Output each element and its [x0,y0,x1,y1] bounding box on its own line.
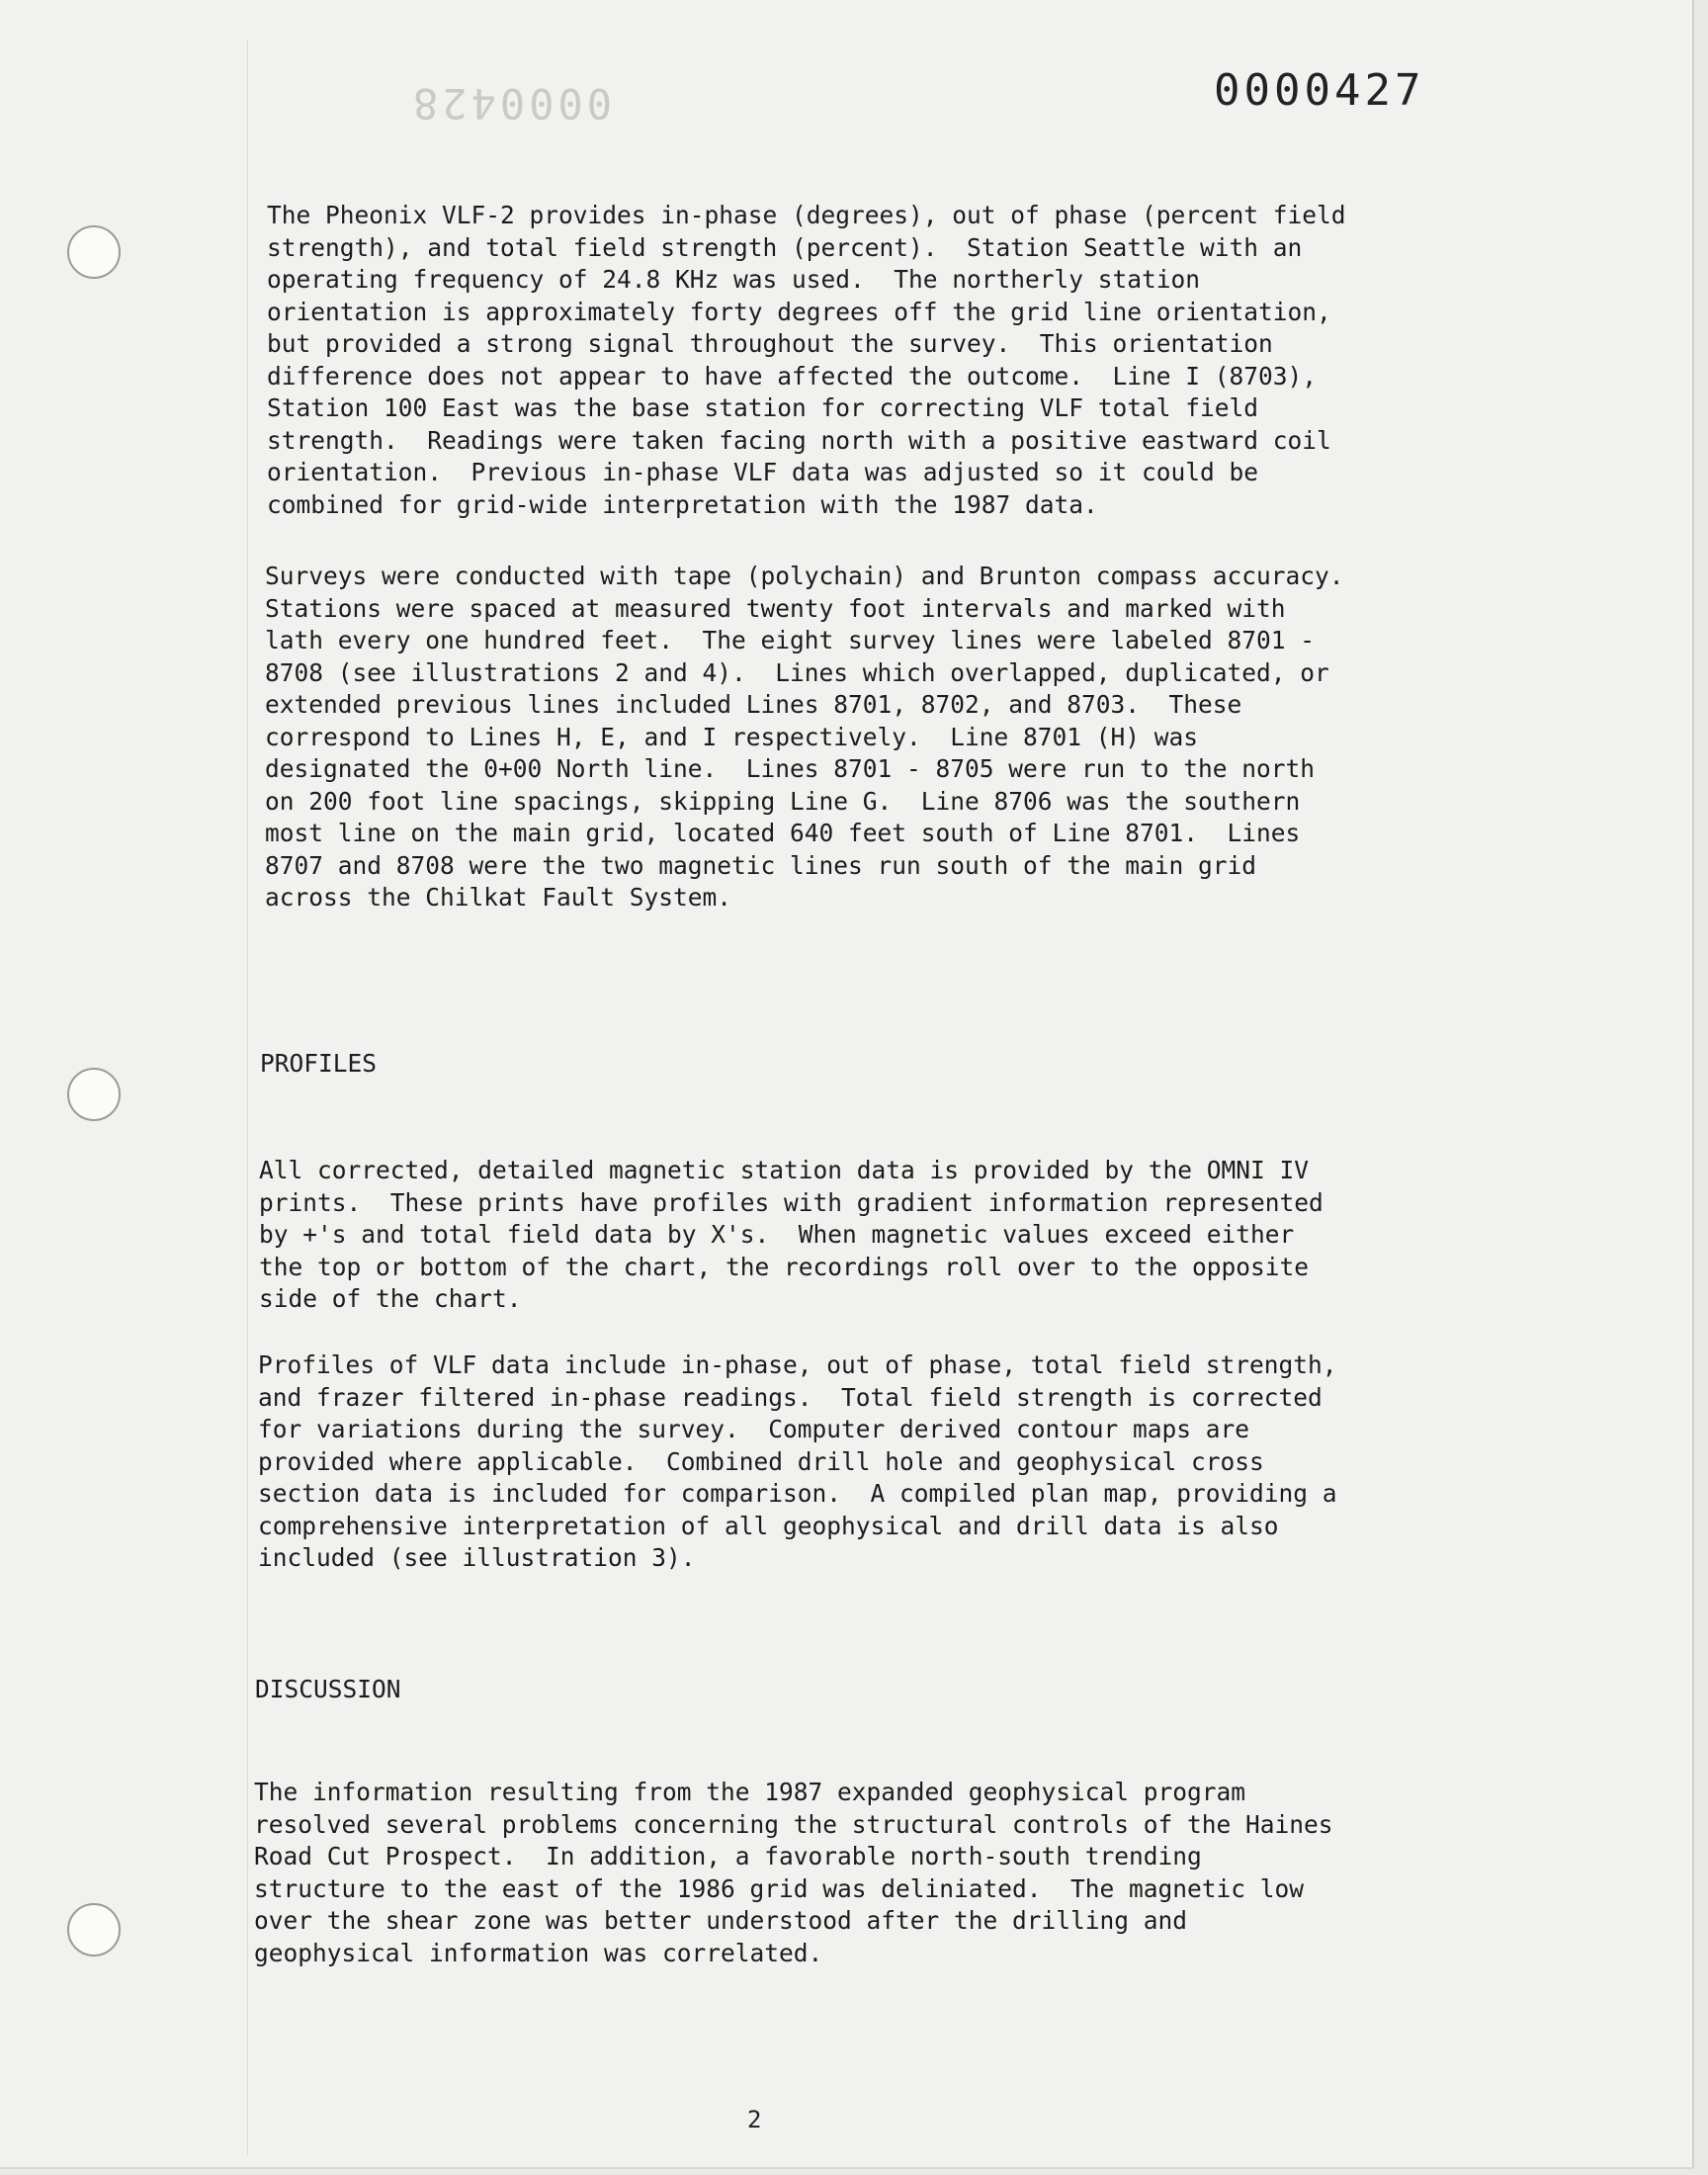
paragraph-survey-lines: Surveys were conducted with tape (polychain) and Brunton compass accuracy. Stations were spaced at measured twenty foot intervals and marked with lath every one hundred feet. The eight survey lines were labeled 8701 - 8708 (see illustrations 2 and 4). Lines which overlapped, duplicated, or extended previous lines included Lines 8701, 8702, and 8703. These correspond to Lines H, E, and I respectively. Line 8701 (H) was designated the 0+00 North line. Lines 8701 - 8705 were run to the north on 200 foot line spacings, skipping Line G. Line 8706 was the southern most line on the main grid, located 640 feet south of Line 8701. Lines 8707 and 8708 were the two magnetic lines run south of the main grid across the Chilkat Fault System. [265,562,1344,912]
document-number: 0000427 [1214,65,1425,116]
punch-hole-bottom [67,1903,121,1957]
punch-hole-middle [67,1068,121,1121]
heading-discussion: DISCUSSION [255,1675,401,1703]
margin-line [247,40,248,2155]
punch-hole-top [67,225,121,279]
paragraph-vlf-instrument: The Pheonix VLF-2 provides in-phase (degrees), out of phase (percent field strength), and total field strength (percent). Station Seattle with an operating frequency of 24.8 KHz was used. The northerly station orientation is approximately forty degrees off the grid line orientation, but provided a strong signal throughout the survey. This orientation difference does not appear to have affected the outcome. Line I (8703), Station 100 East was the base station for correcting VLF total field strength. Readings were taken facing north with a positive eastward coil orientation. Previous in-phase VLF data was adjusted so it could be combined for grid-wide interpretation with the 1987 data. [267,201,1346,519]
bleed-through-number: 0000428 [409,79,613,128]
paragraph-vlf-profiles: Profiles of VLF data include in-phase, out of phase, total field strength, and frazer filtered in-phase readings. Total field strength is corrected for variations during the survey. Computer derived contour maps are provided where applicable. Combined drill hole and geophysical cross section data is included for comparison. A compiled plan map, providing a comprehensive interpretation of all geophysical and drill data is also included (see illustration 3). [258,1350,1337,1572]
paragraph-discussion: The information resulting from the 1987 expanded geophysical program resolved several problems concerning the structural controls of the Haines Road Cut Prospect. In addition, a favorable north-south trending structure to the east of the 1986 grid was deliniated. The magnetic low over the shear zone was better understood after the drilling and geophysical information was correlated. [254,1778,1333,1967]
page-number: 2 [747,2106,762,2133]
heading-profiles: PROFILES [260,1049,378,1078]
paragraph-magnetic-data: All corrected, detailed magnetic station data is provided by the OMNI IV prints. These prints have profiles with gradient information represented by +'s and total field data by X's. When magnetic values exceed either the top or bottom of the chart, the recordings roll over to the opposite side of the chart. [259,1156,1324,1313]
